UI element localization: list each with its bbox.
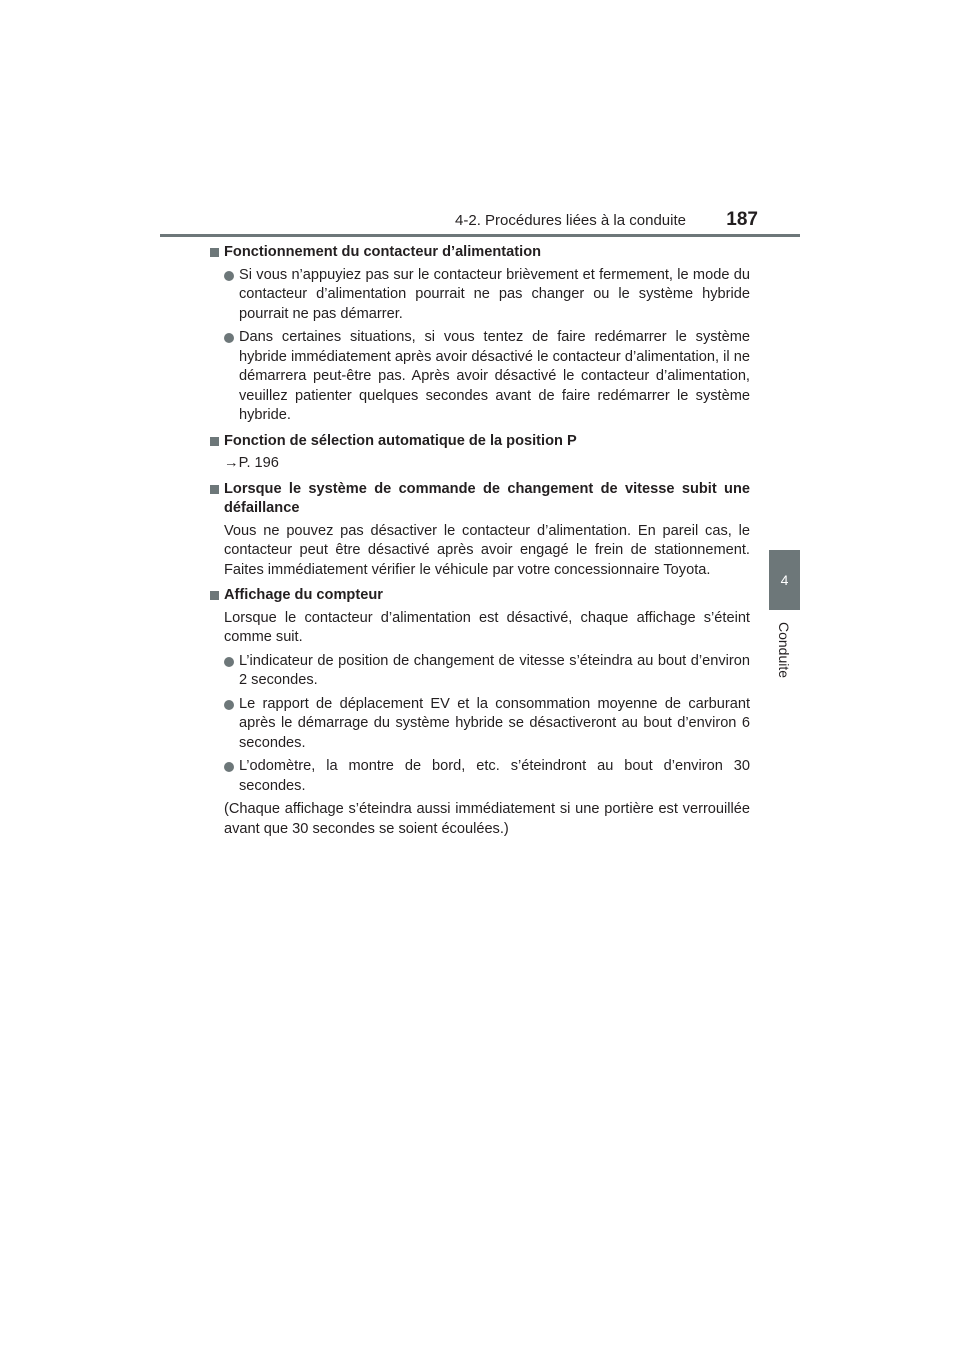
circle-bullet-icon	[224, 700, 234, 710]
note-paragraph: (Chaque affichage s’éteindra aussi immédiatement si une portière est verrouillée avant que 30 secondes se soient écoulées.)	[224, 801, 750, 837]
page-header	[160, 204, 800, 237]
heading-text: Affichage du compteur	[224, 587, 383, 603]
chapter-tab: 4	[769, 550, 800, 610]
heading-text: Fonction de sélection automatique de la position P	[224, 432, 577, 449]
list-item	[224, 757, 750, 796]
section-heading	[210, 586, 750, 606]
section-heading	[210, 243, 750, 263]
bullet-text: L’indicateur de position de changement de vitesse s’éteindra au bout d’environ 2 secondes.	[239, 652, 750, 688]
square-bullet-icon	[210, 437, 219, 446]
bullet-text: L’odomètre, la montre de bord, etc. s’éteindront au bout d’environ 30 secondes.	[239, 758, 750, 794]
section-heading	[210, 480, 750, 519]
paragraph: Vous ne pouvez pas désactiver le contacteur d’alimentation. En pareil cas, le contacteur peut être désactivé après avoir engagé le frein de stationnement. Faites immédiatement vérifier le véhicule par votre concessionnaire Toyota.	[224, 522, 750, 578]
list-item	[224, 695, 750, 754]
circle-bullet-icon	[224, 762, 234, 772]
square-bullet-icon	[210, 591, 219, 600]
section-heading	[210, 432, 750, 452]
page-content	[210, 243, 750, 843]
circle-bullet-icon	[224, 657, 234, 667]
list-item	[224, 266, 750, 325]
chapter-label	[762, 620, 806, 680]
circle-bullet-icon	[224, 333, 234, 343]
page-number: 187	[726, 209, 758, 230]
bullet-text: Le rapport de déplacement EV et la consommation moyenne de carburant après le démarrage du système hybride se désactiveront au bout d’environ 6 secondes.	[239, 695, 750, 751]
circle-bullet-icon	[224, 271, 234, 281]
bullet-text: Dans certaines situations, si vous tentez de faire redémarrer le système hybride immédiatement après avoir désactivé le contacteur d’alimentation, il ne démarrera peut-être pas. Après avoir désactivé le contacteur d’alimentation, veuillez patienter quelques secondes avant de faire redémarrer le système hybride.	[239, 329, 750, 423]
list-item	[224, 652, 750, 691]
square-bullet-icon	[210, 485, 219, 494]
bullet-text: Si vous n’appuyiez pas sur le contacteur brièvement et fermement, le mode du contacteur d’alimentation pourrait ne pas changer ou le système hybride pourrait ne pas démarrer.	[239, 266, 750, 322]
list-item	[224, 328, 750, 426]
page-reference: →P. 196	[224, 455, 279, 471]
paragraph: Lorsque le contacteur d’alimentation est désactivé, chaque affichage s’éteint comme suit.	[224, 609, 750, 645]
section-title: 4-2. Procédures liées à la conduite	[455, 212, 686, 229]
heading-text: Lorsque le système de commande de changement de vitesse subit une défaillance	[224, 480, 750, 516]
heading-text: Fonctionnement du contacteur d’alimentation	[224, 244, 542, 260]
square-bullet-icon	[210, 248, 219, 257]
chapter-label-text: Conduite	[776, 621, 793, 679]
